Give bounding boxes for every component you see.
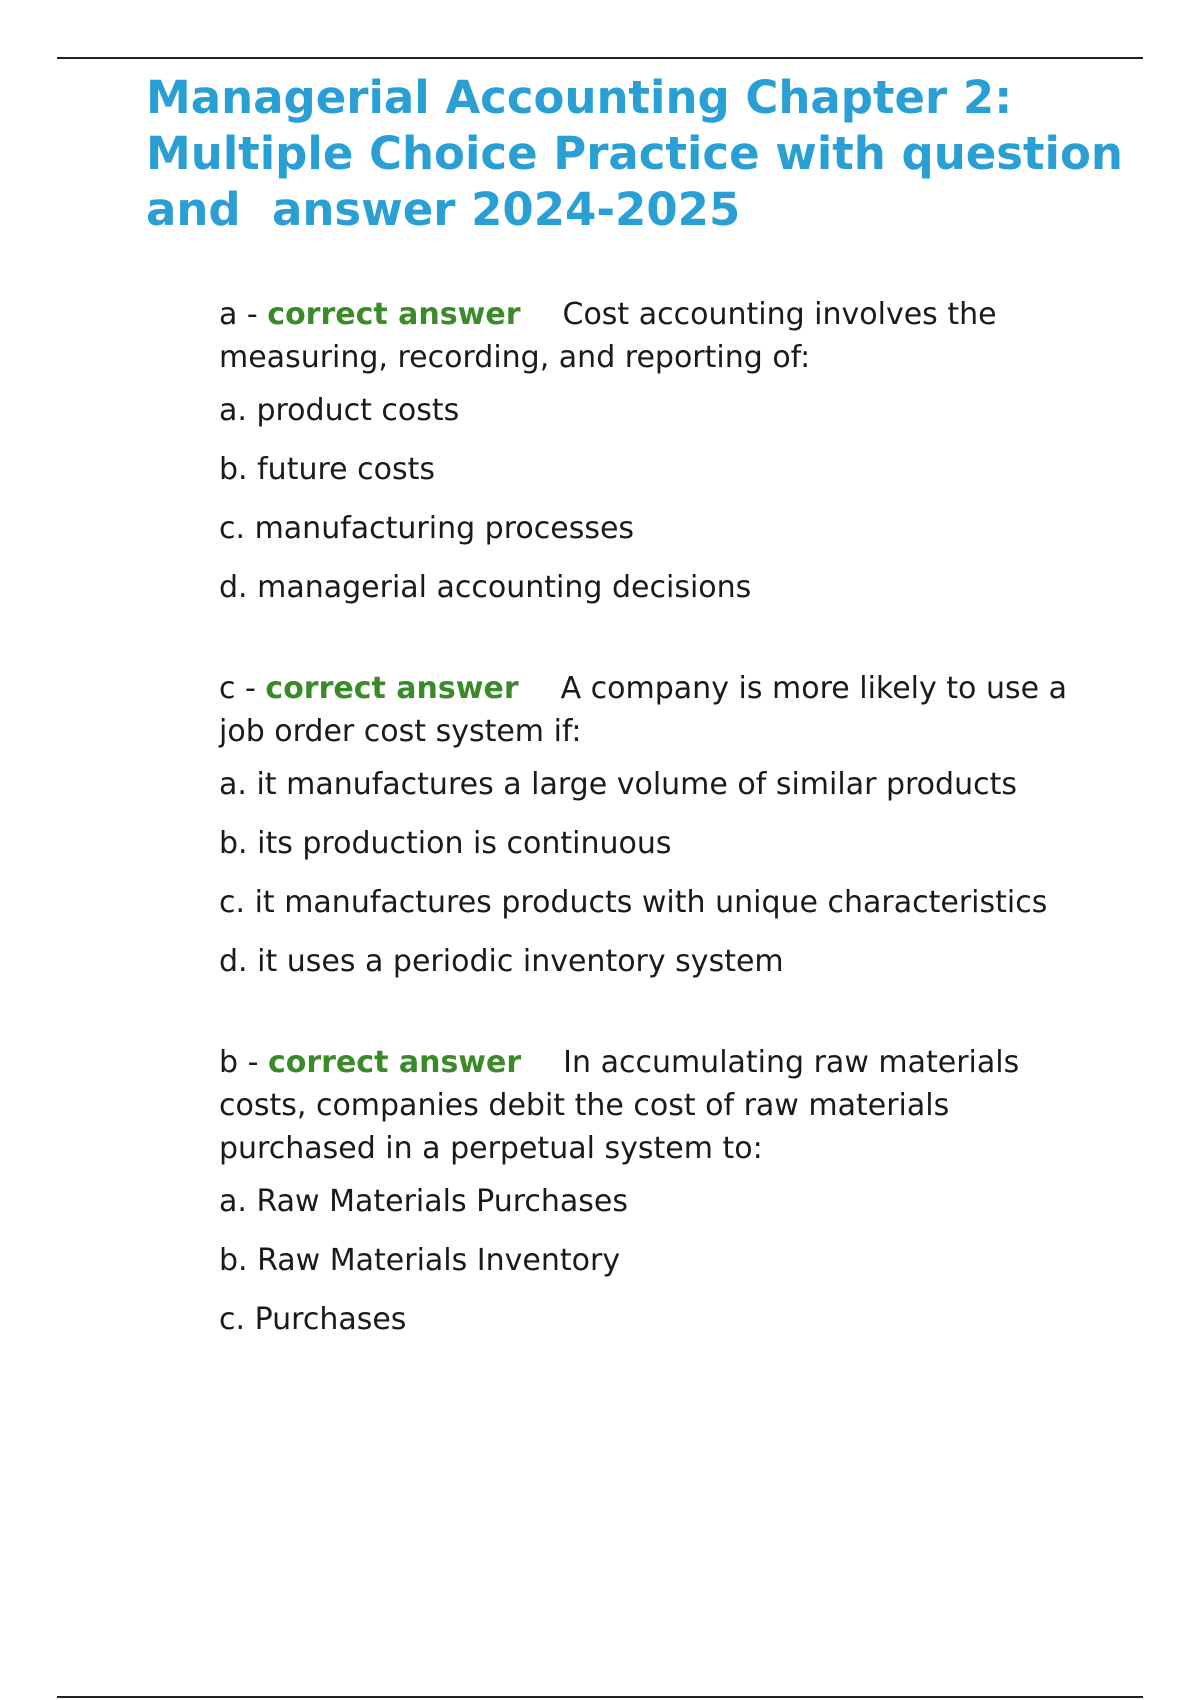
bottom-divider [57, 1696, 1143, 1698]
question-3 [219, 1041, 1099, 1341]
question-stem [219, 293, 1099, 379]
top-divider [57, 57, 1143, 59]
question-text: In accumulating raw materials costs, companies debit the cost of raw materials purchased in a perpetual system to: [219, 1045, 1020, 1166]
option-c: c. Purchases [219, 1302, 407, 1337]
question-text: Cost accounting involves the measuring, recording, and reporting of: [219, 297, 997, 375]
option-d: d. managerial accounting decisions [219, 570, 752, 605]
question-stem [219, 667, 1099, 753]
option-a: a. product costs [219, 393, 460, 428]
document-title: Managerial Accounting Chapter 2: Multiple Choice Practice with question and answer 2024-2025 [146, 71, 1139, 236]
question-list [219, 293, 1099, 1357]
correct-answer-marker: correct answer [267, 1045, 522, 1080]
option-d: d. it uses a periodic inventory system [219, 944, 784, 979]
option-c: c. it manufactures products with unique characteristics [219, 885, 1048, 920]
correct-answer-marker: correct answer [267, 297, 521, 332]
question-1 [219, 293, 1099, 609]
correct-answer-marker: correct answer [265, 671, 519, 706]
option-b: b. future costs [219, 452, 436, 487]
option-a: a. it manufactures a large volume of similar products [219, 767, 1017, 802]
question-2 [219, 667, 1099, 983]
option-b: b. its production is continuous [219, 826, 672, 861]
option-c: c. manufacturing processes [219, 511, 635, 546]
option-b: b. Raw Materials Inventory [219, 1243, 621, 1278]
answer-letter: b - [219, 1045, 268, 1080]
question-stem [219, 1041, 1099, 1170]
question-text: A company is more likely to use a job order cost system if: [219, 671, 1067, 749]
option-a: a. Raw Materials Purchases [219, 1184, 628, 1219]
answer-letter: a - [219, 297, 268, 332]
answer-letter: c - [219, 671, 266, 706]
